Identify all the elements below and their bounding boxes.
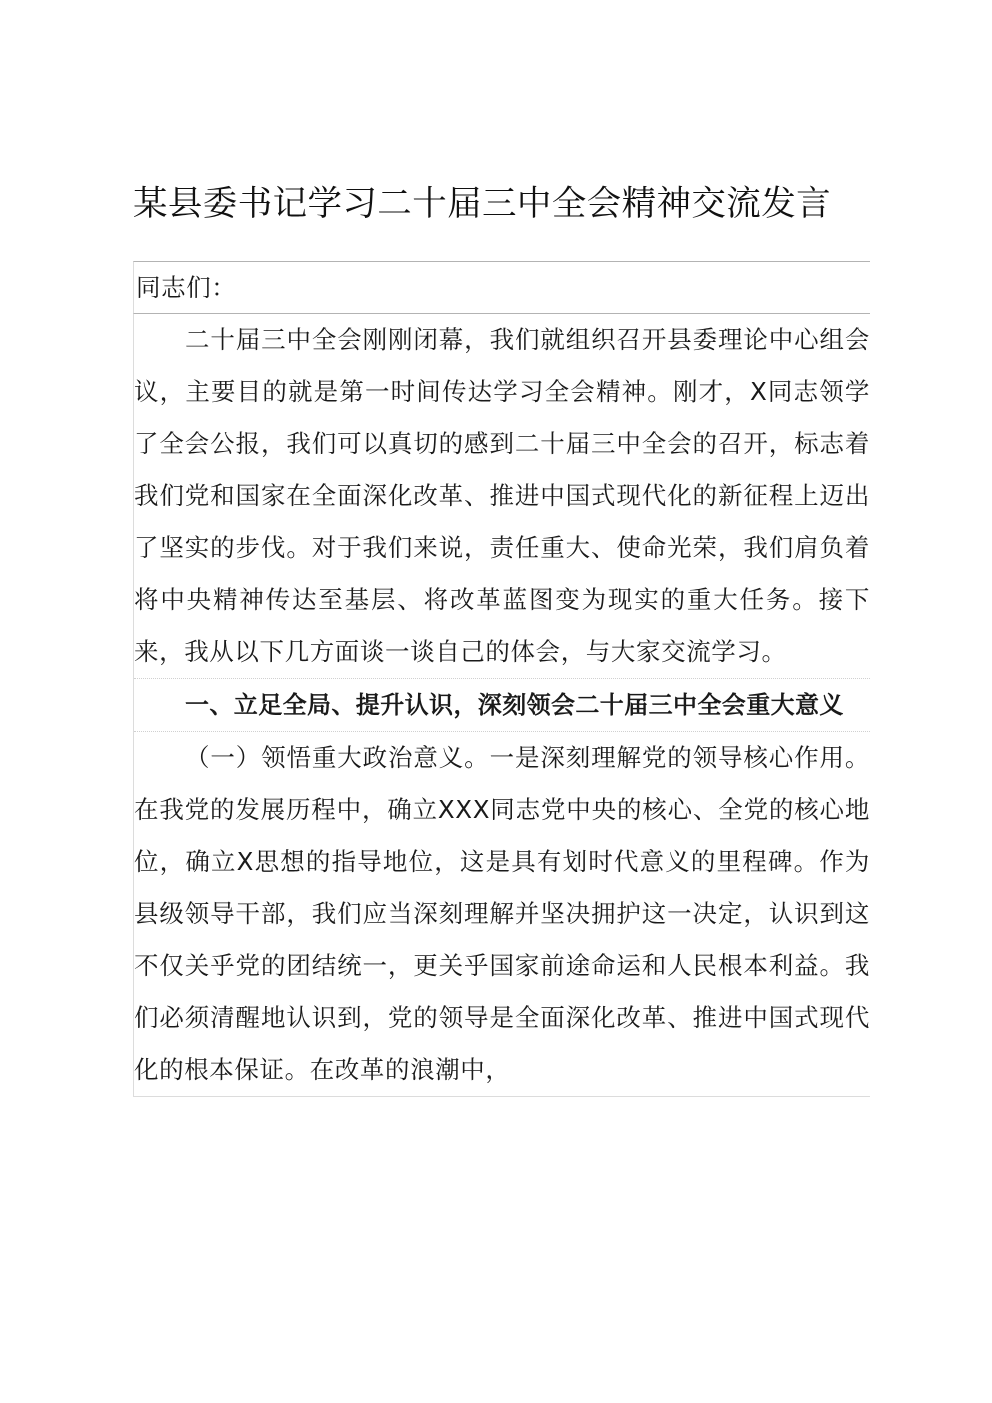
subsection-paragraph: （一）领悟重大政治意义。一是深刻理解党的领导核心作用。在我党的发展历程中，确立XXX同志党中央的核心、全党的核心地位，确立X思想的指导地位，这是具有划时代意义的里程碑。作为县级领导干部，我们应当深刻理解并坚决拥护这一决定，认识到这不仅关乎党的团结统一，更关乎国家前途命运和人民根本利益。我们必须清醒地认识到，党的领导是全面深化改革、推进中国式现代化的根本保证。在改革的浪潮中， bbox=[134, 743, 870, 1084]
greeting-block bbox=[133, 261, 870, 313]
intro-section bbox=[134, 314, 870, 678]
section-heading-one: 一、立足全局、提升认识，深刻领会二十届三中全会重大意义 bbox=[185, 691, 844, 719]
intro-paragraph: 二十届三中全会刚刚闭幕，我们就组织召开县委理论中心组会议，主要目的就是第一时间传达学习全会精神。刚才，X同志领学了全会公报，我们可以真切的感到二十届三中全会的召开，标志着我们党和国家在全面深化改革、推进中国式现代化的新征程上迈出了坚实的步伐。对于我们来说，责任重大、使命光荣，我们肩负着将中央精神传达至基层、将改革蓝图变为现实的重大任务。接下来，我从以下几方面谈一谈自己的体会，与大家交流学习。 bbox=[134, 325, 870, 666]
body-text-block bbox=[133, 313, 870, 1097]
document-title: 某县委书记学习二十届三中全会精神交流发言 bbox=[133, 184, 831, 224]
greeting-text: 同志们： bbox=[136, 273, 237, 302]
section-heading-block bbox=[134, 678, 870, 731]
subsection-block bbox=[134, 731, 870, 1096]
